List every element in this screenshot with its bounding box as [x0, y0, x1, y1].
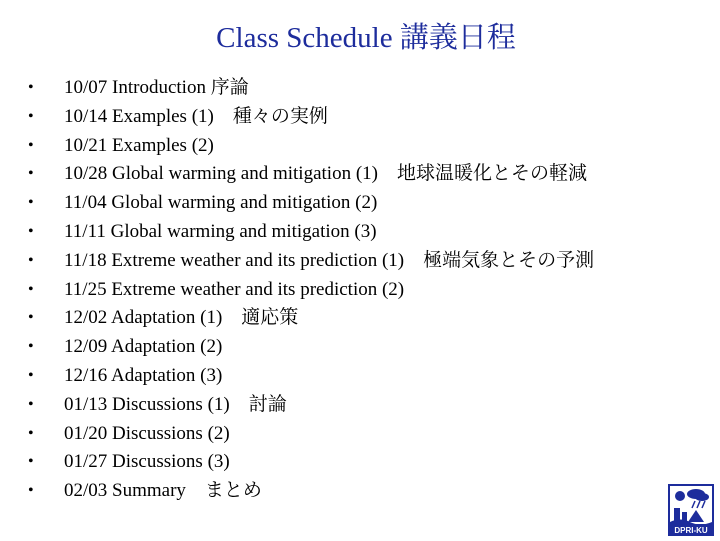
- bullet: •: [28, 482, 34, 500]
- list-item-text: 10/28 Global warming and mitigation (1) 地球温暖化とその軽減: [64, 163, 587, 185]
- list-item-text: 10/07 Introduction 序論: [64, 77, 249, 98]
- logo-text: DPRI-KU: [674, 526, 708, 535]
- bullet: •: [28, 366, 34, 384]
- list-item-text: 12/02 Adaptation (1) 適応策: [64, 307, 299, 329]
- list-item-text: 11/04 Global warming and mitigation (2): [64, 192, 378, 214]
- list-item-text: 12/16 Adaptation (3): [64, 364, 223, 386]
- bullet: •: [28, 453, 34, 471]
- list-item-text: 01/13 Discussions (1) 討論: [64, 393, 287, 415]
- list-item-text: 11/18 Extreme weather and its prediction (1) 極端気象とその予測: [64, 249, 595, 271]
- bullet: •: [28, 165, 34, 183]
- bullet: •: [28, 424, 34, 442]
- bullet: •: [28, 338, 34, 356]
- list-item-text: 10/14 Examples (1) 種々の実例: [64, 105, 328, 127]
- list-item-text: 11/11 Global warming and mitigation (3): [64, 220, 377, 242]
- dpri-ku-logo: [668, 484, 714, 536]
- bullet: •: [28, 309, 34, 327]
- bullet: •: [28, 280, 34, 298]
- bullet: •: [28, 79, 34, 96]
- bullet: •: [28, 251, 34, 269]
- bullet: •: [28, 194, 34, 212]
- bullet: •: [28, 136, 34, 154]
- list-item-text: 10/21 Examples (2): [64, 134, 214, 156]
- bullet: •: [28, 395, 34, 413]
- list-item-text: 12/09 Adaptation (2): [64, 336, 223, 358]
- logo-graphic: [668, 484, 714, 536]
- bullet: •: [28, 222, 34, 240]
- bullet: •: [28, 107, 34, 125]
- list-item-text: 11/25 Extreme weather and its prediction (2): [64, 278, 405, 300]
- list-item-text: 01/20 Discussions (2): [64, 422, 230, 444]
- list-item-text: 01/27 Discussions (3): [64, 451, 230, 473]
- slide-title: Class Schedule 講義日程: [216, 22, 516, 54]
- list-item-text: 02/03 Summary まとめ: [64, 480, 262, 502]
